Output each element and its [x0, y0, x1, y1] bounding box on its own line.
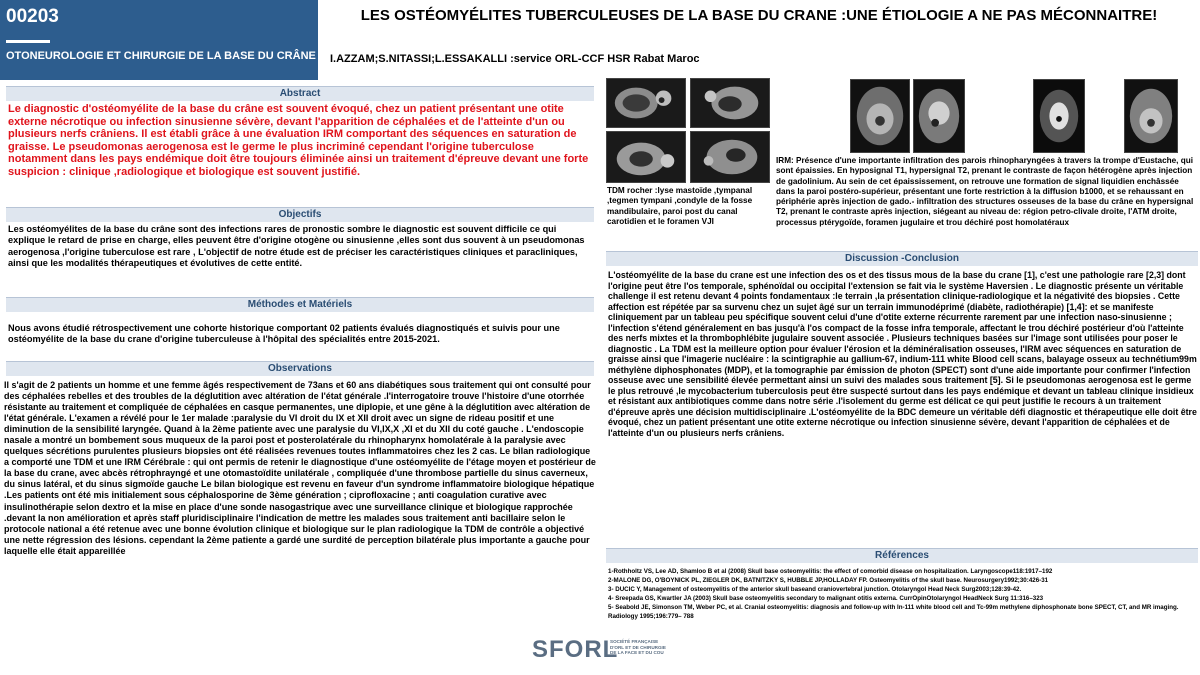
reference-item: 5- Seabold JE, Simonson TM, Weber PC, et al. Cranial osteomyelitis: diagnosis and follow-up with In-111 white blood cell and Tc-99m methylene diphosphonate bone SPECT, CT, and MR imaging. Radiology 1995;196:779– 788 [608, 604, 1179, 620]
ct-image-3 [606, 131, 686, 183]
observations-text: Il s'agit de 2 patients un homme et une femme âgés respectivement de 73ans et 60 ans diabétiques sous traitement qui ont consulté pour des céphalées rebelles et des troubles de la déglutition avec altération de l'état générale .l'interrogatoire trouve l'histoire d'une otorrhée résistante au traitement et compliquée de céphalées en casque permanentes, une diplopie, et une gêne à la déglutition avec altération de l'état générale. L'examen a révélé pour le 1er malade :paralysie du VI droit du IX et XII droit avec un signe de rideau positif et une diminution de la sensibilité laryngée. Quand à la 2ème patiente avec une paralysie du VI,IX,X ,XI et du XII du coté gauche . L'endoscopie nasale a montré un bombement sous muqueux de la paroi post et posterolatérale du rhinopharynx homolatérale à la paralysie avec quelques sécrétions purulentes plusieurs biopsies ont été réalisées revenues toutes inflammatoires chez les 2 cas. Le bilan radiologique a comporté une TDM et une IRM Cérébrale : qui ont permis de retenir le diagnostique d'une ostéomyélite de l'étage moyen et postérieur de la base du crane, avec abcès rétrophrayngé et une otomastoïdite unilatérale , compliquée d'une thrombose partielle du sinus caverneux, du sinus latéral, et du sinus sigmoïde gauche Le bilan biologique est revenu en faveur d'un syndrome inflammatoire biologique hépatique .Les patients ont été mis initialement sous céphalosporine de 3ème génération ; ciprofloxacine ; anti coagulation curative avec insulinothérapie selon dextro et la mise en place d'une sonde nasogastrique avec une surveillance clinique et biologique rapprochée .devant la non amélioration et après staff pluridisciplinaire l'indication de mettre les malades sous traitement anti bacillaire selon le protocole national a été retenue avec une bonne évolution clinique et biologique sur le plan radiologique la TDM de contrôle a objectivé une nette régression des lésions. cependant la 2ème patiente a gardé une surdité de perception bilatérale plus importante a gauche pour laquelle elle était appareillée [4, 380, 596, 556]
department-label: OTONEUROLOGIE ET CHIRURGIE DE LA BASE DU CRÂNE [6, 50, 316, 62]
abstract-text: Le diagnostic d'ostéomyélite de la base du crâne est souvent évoqué, chez un patient présentant une otite externe nécrotique ou infection sinusienne sévère, devant l'apparition de céphalées et de l'atteinte d'un ou plusieurs nerfs crâniens. Il est établi grâce à une évaluation IRM comportant des séquences en saturation de graisse. Le pseudomonas aerogenosa est le germe le plus incriminé cependant l'origine tuberculose notamment dans les pays endémique doit être toujours éliminée ainsi un traitement d'épreuve devant une forte suspicion : clinique ,radiologique et biologique est souvent justifié. [8, 103, 589, 178]
poster-number: 00203 [6, 6, 59, 27]
logo-text: SOCIÉTÉ FRANÇAISE D'ORL ET DE CHIRURGIE DE LA FACE ET DU COU [610, 639, 666, 656]
references-heading: Références [606, 548, 1198, 563]
sforl-logo [532, 636, 672, 670]
reference-item: 4- Sreepada GS, Kwartler JA (2003) Skull base osteomyelitis secondary to malignant otitis externa. CurrOpinOtolaryngol HeadNeck Surg 11:316–323 [608, 595, 1044, 602]
ct-image-1 [606, 78, 686, 128]
discussion-text: L'ostéomyélite de la base du crane est une infection des os et des tissus mous de la base du crane [1], c'est une pathologie rare [2,3] dont l'origine peut être l'os temporale, sphénoïdal ou occipital l'extension se fait via le système Haversien . Le diagnostic présente un véritable challenge il est retenu devant 4 points fondamentaux :le terrain ,la présentation clinique-radiologique et la négativité des biopsies . Cette affection est répétée par sa survenu chez un sujet âgé sur un terrain immunodéprimé (diabète, radiothérapie) [1,4]: et se manifeste cliniquement par un tableau peu spécifique souvent celui d'une d'otite externe récurrente rarement par une infection naso-sinusienne ; l'infection s'étend généralement en bas jusqu'à l'os compact de la fosse infra temporale, affectant le trou déchiré postérieur d'où l'atteinte des nerfs mixtes et la thrombophlébite jugulaire souvent associée . Plusieurs techniques basées sur l'image sont utilisées pour poser le diagnostic . La TDM est la meilleure option pour évaluer l'érosion et la déminéralisation osseuses, l'IRM avec séquences en saturation de graisse ainsi que l'imagerie nucléaire : la scintigraphie au gallium-67, indium-111 white Blood cell scans, balayage osseux au technétium99m méthylène diphosphonates (MDP), et la tomographie par émission de photon (SPECT) sont d'une aide importante pour confirmer l'infection osseuse avec une sensibilité élevée permettant ainsi un suivi des malades sous traitement [5]. Si le pseudomonas aerogenosa est le germe le plus retrouvé ,le mycobacterium tuberculosis peut être suspecté surtout dans les pays endémique et devant un tableau clinique insidieux et résistant aux antibiotiques comme dans notre série .l'isolement du germe est délicat ce qui peut justifie le recours à un traitement d'épreuve après une décision multidisciplinaire .L'ostéomyélite de la BDC demeure un véritable défi diagnostic et thérapeutique elle doit être évoqué, chez un patient présentant une otite externe nécrotique ou infection sinusienne sévère, devant l'apparition de céphalées et de l'atteinte d'un ou plusieurs nerfs crâniens. [608, 270, 1197, 438]
mri-image-4 [1124, 79, 1178, 153]
references-list [608, 567, 1198, 621]
logo-mark: SFORL [532, 636, 619, 663]
mri-image-1 [850, 79, 910, 153]
mri-image-2 [913, 79, 965, 153]
header-banner [0, 0, 318, 80]
reference-item: 1-Rothholtz VS, Lee AD, Shamloo B et al (2008) Skull base osteomyelitis: the effect of comorbid disease on hospitalization. Laryngoscope118:1917–192 [608, 568, 1053, 575]
header-divider [6, 40, 50, 43]
mri-image-3 [1033, 79, 1085, 153]
objectifs-heading: Objectifs [6, 207, 594, 222]
reference-item: 2-MALONE DG, O'BOYNICK PL, ZIEGLER DK, BATNITZKY S, HUBBLE JP,HOLLADAY FP. Osteomyelitis of the skull base. Neurosurgery1992;30:426-31 [608, 577, 1049, 584]
objectifs-text: Les ostéomyélites de la base du crâne sont des infections rares de pronostic sombre le diagnostic est souvent difficile ce qui explique le retard de prise en charge, elles peuvent être d'origine otogène ou sinusienne ,elles sont dus souvent à un pseudomonas aerogenosa ,l'origine tuberculose est rare , L'objectif de notre étude est de préciser les caractéristiques cliniques et paracliniques, ainsi que les modalités thérapeutiques et évolutives de cette entité. [8, 224, 585, 269]
methodes-text: Nous avons étudié rétrospectivement une cohorte historique comportant 02 patients évalués diagnostiqués et suivis pour une ostéomyélite de la base du crane d'origine tuberculeuse à l'hôpital des spécialités entre 2015-2021. [8, 323, 560, 345]
discussion-heading: Discussion -Conclusion [606, 251, 1198, 266]
observations-heading: Observations [6, 361, 594, 376]
ct-image-2 [690, 78, 770, 128]
tdm-caption: TDM rocher :lyse mastoïde ,tympanal ,tegmen tympani ,condyle de la fosse mandibulaire, paroi post du canal carotidien et le foramen VJI [607, 186, 753, 226]
reference-item: 3- DUCIC Y, Management of osteomyelitis of the anterior skull baseand craniovertebral junction. Otolaryngol Head Neck Surg2003;128:39-42. [608, 586, 1022, 593]
irm-caption: IRM: Présence d'une importante infiltration des parois rhinopharyngées à travers la trompe d'Eustache, qui sont épaissies. En hyposignal T1, hypersignal T2, prenant le contraste de façon hétérogène après injection de gadolinium. Au sein de cet épaississement, on retrouve une formation de signal liquidien enchâssée dans la paroi postéro-supérieur, présentant une forte restriction à la diffusion b1000, et se rehaussant en périphérie après injection de gado.- infiltration des structures osseuses de la base du crâne en hypersignal T2, prenant le contraste après injection, siégeant au niveau de: région petro-clivale droite, l'ATM droite, processus ptérygoïde, foramen jugulaire et trou déchiré post homolatéraux [776, 156, 1194, 227]
methodes-heading: Méthodes et Matériels [6, 297, 594, 312]
authors-line: I.AZZAM;S.NITASSI;L.ESSAKALLI :service ORL-CCF HSR Rabat Maroc [330, 53, 700, 65]
poster-title: LES OSTÉOMYÉLITES TUBERCULEUSES DE LA BASE DU CRANE :UNE ÉTIOLOGIE A NE PAS MÉCONNAITRE! [360, 7, 1158, 24]
ct-image-4 [690, 131, 770, 183]
abstract-heading: Abstract [6, 86, 594, 101]
